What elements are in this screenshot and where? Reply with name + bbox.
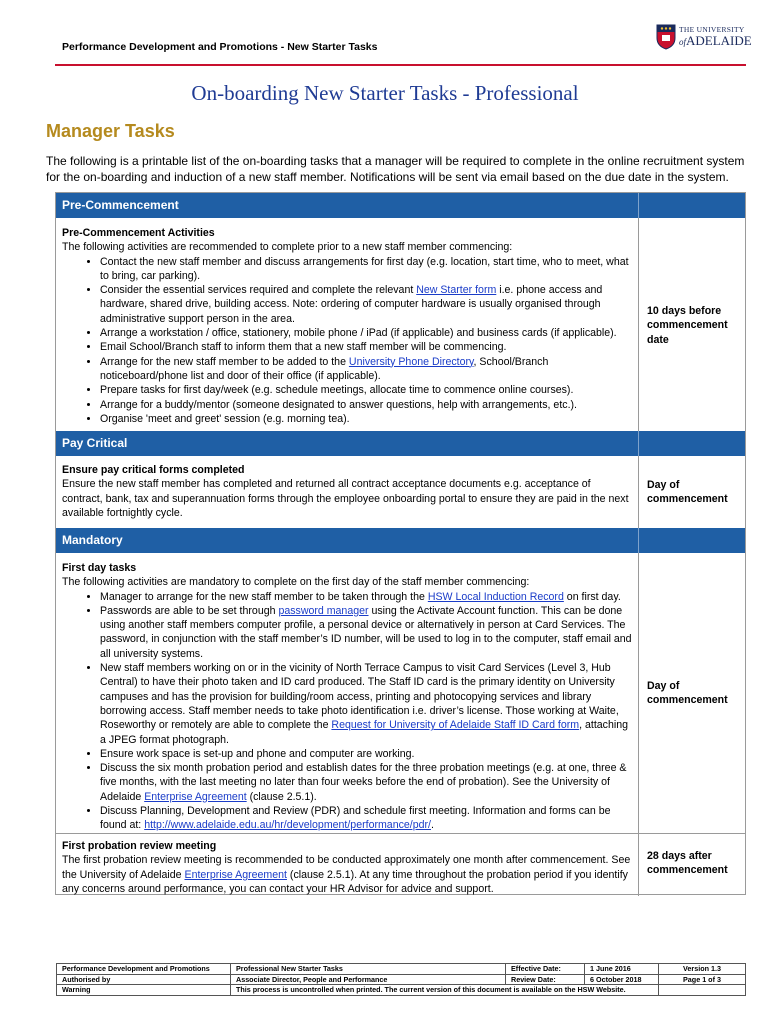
footer-cell: Review Date: bbox=[506, 974, 585, 985]
list-item: • Prepare tasks for first day/week (e.g. schedule meetings, allocate time to commence online courses). bbox=[100, 383, 634, 397]
list-item: • Consider the essential services required and complete the relevant New Starter form i.e. phone access and hardware, shared drive, building access. Note: ordering of computer hardware is usually organised through administrative support person in the area. bbox=[100, 283, 634, 326]
header-title: Performance Development and Promotions - New Starter Tasks bbox=[62, 41, 378, 53]
list-item: • Arrange a workstation / office, stationery, mobile phone / iPad (if applicable) and business cards (if applicable). bbox=[100, 326, 634, 340]
header-rule bbox=[55, 64, 746, 66]
footer-cell: Warning bbox=[57, 985, 231, 996]
list-item: • Ensure work space is set-up and phone and computer are working. bbox=[100, 747, 634, 761]
new-starter-form-link[interactable]: New Starter form bbox=[416, 284, 497, 297]
list-item: • Arrange for the new staff member to be added to the University Phone Directory, School/Branch noticeboard/phone list and door of their office (if applicable). bbox=[100, 355, 634, 384]
precommencement-bar: Pre-Commencement bbox=[56, 193, 745, 218]
logo-line-2: ofADELAIDE bbox=[679, 33, 752, 48]
footer-cell: Performance Development and Promotions bbox=[57, 964, 231, 975]
enterprise-agreement-link[interactable]: Enterprise Agreement bbox=[144, 790, 247, 803]
precommencement-content: Pre-Commencement Activities The following activities are recommended to complete prior to a new staff member commencing: • Contact the new staff member and discuss arrangements for first day (e.g. location, start time, who to meet, what to bring, car parking). • Consider the essential services required and complete the relevant New Starter form i.e. phone access and hardware, shared drive, building access. Note: ordering of computer hardware is usually organised through administrative support person in the area. • Arrange a workstation / office, stationery, mobile phone / iPad (if applicable) and business cards (if applicable). • Email School/Branch staff to inform them that a new staff member will be commencing. • Arrange for the new staff member to be added to the University Phone Directory, School/Branch noticeboard/phone list and door of their office (if applicable). • Prepare tasks for first day/week (e.g. schedule meetings, allocate time to commence online courses). • Arrange for a buddy/mentor (someone designated to answer questions, help with arrangements, etc.). • Organise 'meet and greet' session (e.g. morning tea). bbox=[62, 226, 634, 426]
tasks-table bbox=[55, 192, 746, 895]
mandatory-due: Day of commencement bbox=[647, 680, 728, 707]
intro-paragraph: The following is a printable list of the on-boarding tasks that a manager will be required to complete in the online recruitment system for the on-boarding and induction of a new staff member. Notifications will be sent via email based on the due date in the system. bbox=[46, 154, 745, 184]
footer-cell: Page 1 of 3 bbox=[659, 974, 746, 985]
footer-cell bbox=[659, 985, 746, 996]
enterprise-agreement-link-2[interactable]: Enterprise Agreement bbox=[184, 868, 287, 881]
mandatory-content: First day tasks The following activities are mandatory to complete on the first day of the staff member commencing: • Manager to arrange for the new staff member to be taken through the HSW Local Induction Record on first day. • Passwords are able to be set through password manager using the Activate Account function. This can be done using another staff members computer profile, a personal device or alternatively in person at Card Services. The password, in conjunction with the staff member’s ID number, will be used to log in to the computer, staff email and all university systems. • New staff members working on or in the vicinity of North Terrace Campus to visit Card Services (Level 3, Hub Central) to have their photo taken and ID card produced. The Staff ID card is the primary identity on University campuses and has the provision for building/room access, printing and photocopying services and library borrowing access. Staff member needs to take photo identification i.e. driver’s license. Those working at Waite, Roseworthy or remotely are able to complete the Request for University of Adelaide Staff ID Card form, attaching a JPEG format photograph. • Ensure work space is set-up and phone and computer are working. • Discuss the six month probation period and establish dates for the three probation meetings (e.g. at one, three & five months, with the last meeting no later than four weeks before the end of probation). See the University of Adelaide Enterprise Agreement (clause 2.5.1). • Discuss Planning, Development and Review (PDR) and schedule first meeting. Information and forms can be found at: http://www.adelaide.edu.au/hr/development/performance/pdr/. bbox=[62, 561, 634, 833]
list-item: • Contact the new staff member and discuss arrangements for first day (e.g. location, start time, who to meet, what to bring, car parking). bbox=[100, 255, 634, 284]
footer-warning: This process is uncontrolled when printed. The current version of this document is available on the HSW Website. bbox=[231, 985, 659, 996]
list-item: • Discuss Planning, Development and Review (PDR) and schedule first meeting. Information and forms can be found at: http://www.adelaide.edu.au/hr/development/performance/pdr/. bbox=[100, 804, 634, 833]
precommencement-due: 10 days before commencement date bbox=[647, 305, 728, 346]
logo-line-1: THE UNIVERSITY bbox=[679, 25, 745, 34]
hsw-induction-link[interactable]: HSW Local Induction Record bbox=[427, 590, 564, 603]
list-item: • Manager to arrange for the new staff member to be taken through the HSW Local Induction Record on first day. bbox=[100, 590, 634, 604]
university-crest-icon bbox=[656, 24, 676, 50]
footer-cell: Authorised by bbox=[57, 974, 231, 985]
password-manager-link[interactable]: password manager bbox=[278, 604, 369, 617]
list-item: • Organise 'meet and greet' session (e.g. morning tea). bbox=[100, 412, 634, 426]
probation-content: First probation review meeting The first probation review meeting is recommended to be conducted approximately one month after commencement. See the University of Adelaide Enterprise Agreement (clause 2.5.1). At any time throughout the probation period if you identify any concerns around performance, you can contact your HR Advisor for advice and support. bbox=[62, 840, 631, 895]
list-item: • Passwords are able to be set through password manager using the Activate Account function. This can be done using another staff members computer profile, a personal device or alternatively in person at Card Services. The password, in conjunction with the staff member’s ID number, will be used to log in to the computer, staff email and all university systems. bbox=[100, 604, 634, 661]
staff-id-card-form-link[interactable]: Request for University of Adelaide Staff ID Card form bbox=[331, 719, 580, 732]
section-title: Manager Tasks bbox=[46, 121, 175, 141]
university-logo bbox=[656, 24, 752, 54]
list-item: • New staff members working on or in the vicinity of North Terrace Campus to visit Card Services (Level 3, Hub Central) to have their photo taken and ID card produced. The Staff ID card is the primary identity on University campuses and has the provision for building/room access, printing and photocopying services and library borrowing access. Staff member needs to take photo identification i.e. driver’s license. Those working at Waite, Roseworthy or remotely are able to complete the Request for University of Adelaide Staff ID Card form, attaching a JPEG format photograph. bbox=[100, 661, 634, 747]
footer-cell: Professional New Starter Tasks bbox=[231, 964, 506, 975]
list-item: • Discuss the six month probation period and establish dates for the three probation meetings (e.g. at one, three & five months, with the last meeting no later than four weeks before the end of probation). See the University of Adelaide Enterprise Agreement (clause 2.5.1). bbox=[100, 761, 634, 804]
footer-cell: Effective Date: bbox=[506, 964, 585, 975]
mandatory-bar: Mandatory bbox=[56, 528, 745, 553]
footer-cell: Associate Director, People and Performance bbox=[231, 974, 506, 985]
footer-cell: 1 June 2016 bbox=[585, 964, 659, 975]
paycritical-due: Day of commencement bbox=[647, 479, 728, 506]
paycritical-bar: Pay Critical bbox=[56, 431, 745, 456]
list-item: • Arrange for a buddy/mentor (someone designated to answer questions, help with arrangements, etc.). bbox=[100, 398, 634, 412]
list-item: • Email School/Branch staff to inform them that a new staff member will be commencing. bbox=[100, 340, 634, 354]
footer-cell: Version 1.3 bbox=[659, 964, 746, 975]
paycritical-content: Ensure pay critical forms completed Ensure the new staff member has completed and returned all contract acceptance documents e.g. acceptance of contract, bank, tax and superannuation forms through the employee onboarding portal to ensure they are paid in the next available fortnightly cycle. bbox=[62, 464, 629, 519]
probation-due: 28 days after commencement bbox=[647, 850, 728, 877]
document-title: On-boarding New Starter Tasks - Professional bbox=[191, 81, 579, 105]
pdr-url-link[interactable]: http://www.adelaide.edu.au/hr/development/performance/pdr/ bbox=[144, 819, 431, 832]
footer-cell: 6 October 2018 bbox=[585, 974, 659, 985]
footer-table bbox=[56, 963, 746, 996]
phone-directory-link[interactable]: University Phone Directory bbox=[348, 355, 474, 368]
